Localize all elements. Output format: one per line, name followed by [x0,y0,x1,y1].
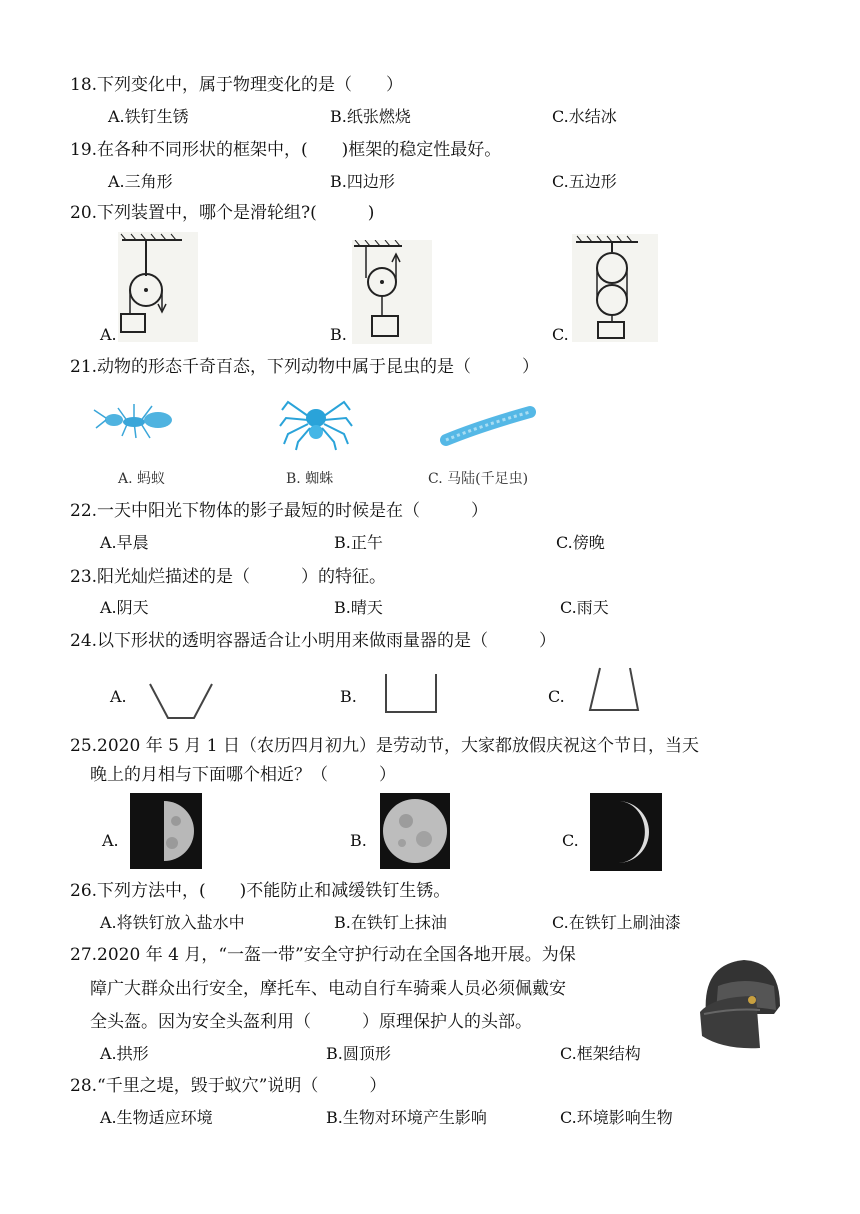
q27-option-a: A.拱形 [100,1044,149,1063]
q23-option-b: B.晴天 [334,598,383,617]
question-25-stem: 25.2020 年 5 月 1 日（农历四月初九）是劳动节，大家都放假庆祝这个节日，当天 [70,736,699,756]
q19-option-a: A.三角形 [108,172,173,191]
question-27-stem: 27.2020 年 4 月，“一盔一带”安全守护行动在全国各地开展。为保 [70,945,576,965]
question-27-stem-line2: 障广大群众出行安全，摩托车、电动自行车骑乘人员必须佩戴安 [90,979,566,999]
question-26-stem: 26.下列方法中，( )不能防止和减缓铁钉生锈。 [70,881,451,901]
q20-option-a: A. [100,325,117,344]
q24-option-a: A. [110,687,127,706]
helmet-image [694,952,784,1052]
container-c-image [586,666,642,714]
q24-option-c: C. [548,687,565,706]
container-b-image [382,672,442,716]
q27-option-b: B.圆顶形 [326,1044,391,1063]
question-18-stem: 18.下列变化中，属于物理变化的是（ ） [70,75,404,95]
pulley-b-image [352,240,432,344]
question-23-stem: 23.阳光灿烂描述的是（ ）的特征。 [70,567,387,587]
question-22-stem: 22.一天中阳光下物体的影子最短的时候是在（ ） [70,501,489,521]
moon-first-quarter-image [130,793,202,869]
question-28-stem: 28.“千里之堤，毁于蚁穴”说明（ ） [70,1076,387,1096]
millipede-image [440,404,536,448]
q25-option-a: A. [102,831,119,850]
question-21-stem: 21.动物的形态千奇百态，下列动物中属于昆虫的是（ ） [70,357,540,377]
q22-option-a: A.早晨 [100,533,149,552]
question-25-stem-line2: 晚上的月相与下面哪个相近？（ ） [90,765,396,785]
question-24-stem: 24.以下形状的透明容器适合让小明用来做雨量器的是（ ） [70,631,557,651]
q22-option-b: B.正午 [334,533,383,552]
q25-option-c: C. [562,831,579,850]
question-20-stem: 20.下列装置中，哪个是滑轮组?( ) [70,203,375,223]
pulley-c-image [572,234,658,342]
q23-option-a: A.阴天 [100,598,149,617]
q28-option-c: C.环境影响生物 [560,1108,673,1127]
q19-option-c: C.五边形 [552,172,617,191]
millipede-caption: C. 马陆(千足虫) [428,471,529,487]
q24-option-b: B. [340,687,357,706]
q18-option-b: B.纸张燃烧 [330,107,411,126]
q25-option-b: B. [350,831,367,850]
q19-option-b: B.四边形 [330,172,395,191]
spider-image [278,396,354,452]
question-19-stem: 19.在各种不同形状的框架中，( )框架的稳定性最好。 [70,140,502,160]
q23-option-c: C.雨天 [560,598,609,617]
q28-option-a: A.生物适应环境 [100,1108,213,1127]
moon-crescent-image [590,793,662,871]
q26-option-b: B.在铁钉上抹油 [334,913,447,932]
ant-image [92,398,188,440]
q22-option-c: C.傍晚 [556,533,605,552]
question-27-stem-line3: 全头盔。因为安全头盔利用（ ）原理保护人的头部。 [90,1012,532,1032]
q26-option-a: A.将铁钉放入盐水中 [100,913,245,932]
q20-option-c: C. [552,325,569,344]
q18-option-c: C.水结冰 [552,107,617,126]
q20-option-b: B. [330,325,347,344]
container-a-image [146,680,216,722]
moon-full-image [380,793,450,869]
pulley-a-image [118,232,198,342]
q27-option-c: C.框架结构 [560,1044,641,1063]
ant-caption: A. 蚂蚁 [118,471,166,487]
q18-option-a: A.铁钉生锈 [108,107,189,126]
q28-option-b: B.生物对环境产生影响 [326,1108,487,1127]
q26-option-c: C.在铁钉上刷油漆 [552,913,681,932]
spider-caption: B. 蜘蛛 [286,471,334,487]
